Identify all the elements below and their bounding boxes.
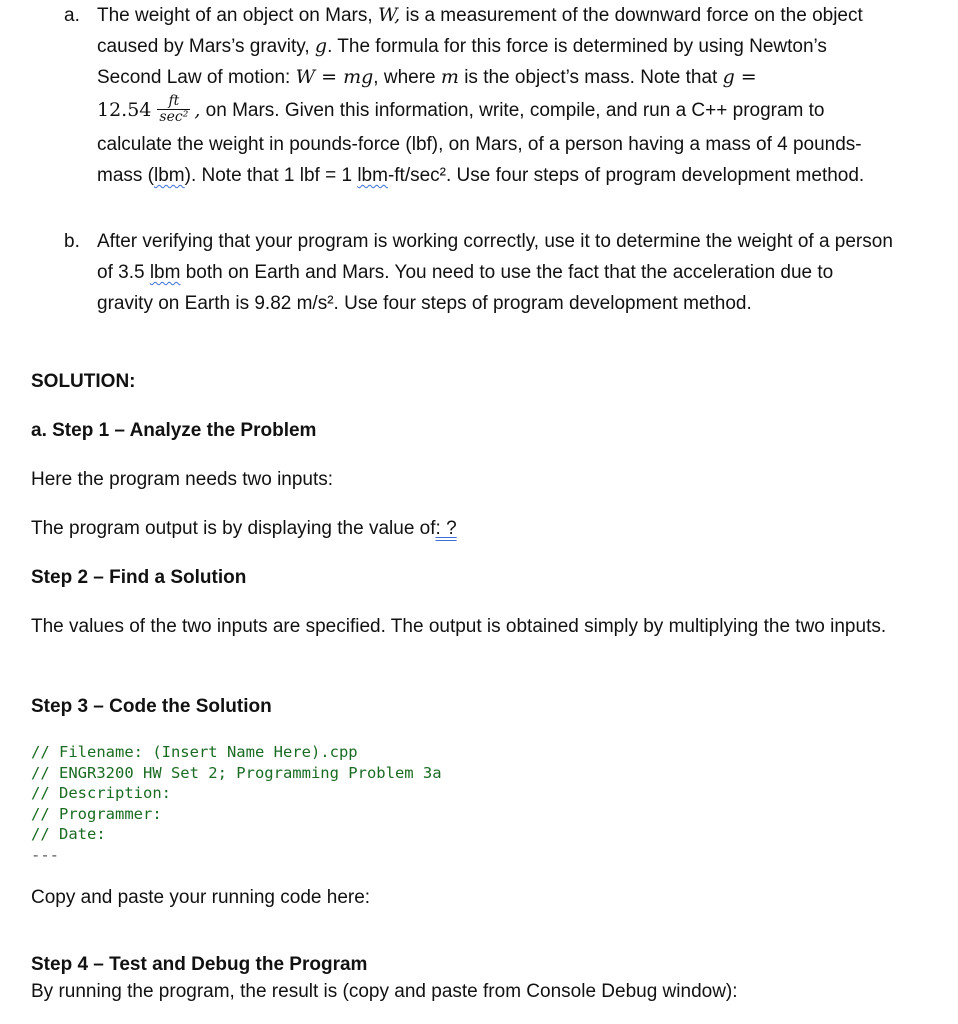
code-line: // Programmer: (31, 804, 162, 823)
code-line: // Description: (31, 784, 171, 802)
list-marker-b: b. (64, 231, 80, 252)
math-W: W, (377, 4, 401, 26)
unit-fraction (157, 94, 190, 125)
output-text-line (31, 513, 911, 544)
gravity-value: 12.54 (97, 99, 152, 122)
question-a-text: The weight of an object on Mars, W, is a measurement of the downward force on the object caused by Mars’s gravity, g. The formula for this force is determined by using Newton’s Second Law of motion: W = mg, where m is the object’s mass. Note that g = 12.54 $\frac{ft}{\text{sec²}}$ , on Mars. Given this information, write, compile, and run a C++ program to calculate the weight in pounds-force (lbf), on Mars, of a person having a mass of 4 pounds-mass (lbm). Note that 1 lbf = 1 lbm-ft/sec². Use four steps of program development method. (97, 4, 865, 186)
question-b-text: After verifying that your program is working correctly, use it to determine the weight of a person of 3.5 lbm both on Earth and Mars. You need to use the fact that the acceleration due to gravity on Earth is 9.82 m/s². Use four steps of program development method. (97, 231, 893, 314)
output-text: The program output is by displaying the value of (31, 518, 436, 539)
fraction-numerator: ft (157, 94, 190, 110)
formula-newton: W = mg (295, 66, 374, 88)
list-marker-a: a. (64, 5, 80, 26)
step2-heading: Step 2 – Find a Solution (31, 567, 247, 588)
lbm-spellcheck-2: lbm (357, 165, 388, 186)
code-line: // ENGR3200 HW Set 2; Programming Problem 3a (31, 763, 442, 782)
code-line: // Date: (31, 825, 106, 843)
lbm-spellcheck-1: lbm (154, 165, 185, 186)
math-g: g (314, 35, 328, 57)
output-blank: : ? (435, 518, 457, 539)
step4-text: By running the program, the result is (copy and paste from Console Debug window): (31, 981, 738, 1002)
step4-heading: Step 4 – Test and Debug the Program (31, 954, 368, 975)
code-line: // Filename: (Insert Name Here).cpp (31, 743, 358, 761)
math-m: m (440, 66, 459, 88)
fraction-denominator: sec² (159, 108, 189, 125)
question-part-b (64, 226, 894, 319)
math-g-equals: g = (722, 66, 757, 88)
paste-instruction: Copy and paste your running code here: (31, 887, 371, 908)
solution-label: SOLUTION: (31, 371, 136, 392)
lbm-spellcheck-3: lbm (149, 262, 181, 283)
code-separator: --- (31, 845, 59, 864)
step1-heading: a. Step 1 – Analyze the Problem (31, 420, 317, 441)
step3-heading: Step 3 – Code the Solution (31, 696, 272, 717)
question-part-a (64, 0, 894, 191)
step2-text: The values of the two inputs are specified. The output is obtained simply by multiplying the two inputs. (31, 616, 887, 637)
code-template (31, 742, 442, 865)
inputs-text: Here the program needs two inputs: (31, 469, 334, 490)
